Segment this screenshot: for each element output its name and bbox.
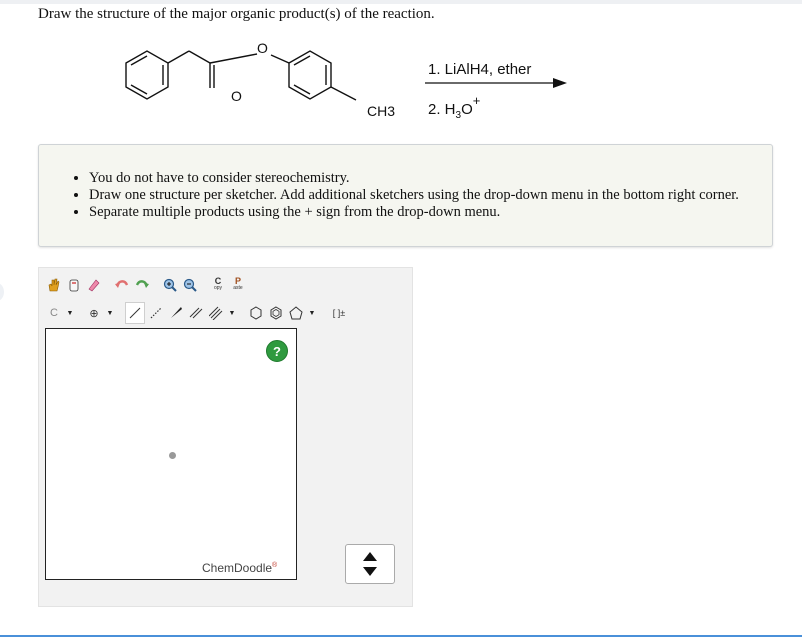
toolbar-row-1 — [45, 274, 247, 296]
eraser-icon[interactable] — [85, 275, 103, 295]
methyl-label: CH3 — [367, 103, 396, 119]
benzene-tool[interactable] — [267, 303, 285, 323]
charge-selector[interactable]: ⊕ — [89, 307, 99, 320]
bottom-border — [0, 635, 802, 637]
element-selector[interactable]: C — [50, 307, 58, 319]
cyclopentane-tool[interactable] — [287, 303, 305, 323]
bond-dropdown-caret[interactable]: ▼ — [228, 309, 236, 317]
zoom-out-icon[interactable] — [181, 275, 199, 295]
reaction-arrow — [425, 76, 570, 90]
benzene-ring — [126, 51, 168, 99]
drawing-canvas[interactable] — [45, 328, 297, 580]
single-bond-tool[interactable] — [125, 302, 145, 324]
instructions-box — [38, 144, 773, 247]
ester-oxygen-label: O — [257, 40, 268, 56]
instruction-item: • Separate multiple products using the + sign from the drop-down menu. — [89, 204, 772, 221]
chemdoodle-brand: ChemDoodle® — [202, 561, 278, 575]
paste-button[interactable]: P aste — [233, 276, 243, 291]
ring-dropdown-caret[interactable]: ▼ — [308, 309, 316, 317]
toolbar-row-2 — [45, 302, 351, 324]
instructions-list — [39, 170, 772, 221]
cursor-dot — [169, 452, 176, 459]
triple-bond-tool[interactable] — [207, 303, 225, 323]
wedge-bond-tool[interactable] — [167, 303, 185, 323]
element-dropdown-caret[interactable]: ▼ — [66, 309, 74, 317]
reagent-step-1: 1. LiAlH4, ether — [428, 61, 532, 78]
dashed-bond-tool[interactable] — [147, 303, 165, 323]
help-icon[interactable]: ? — [266, 340, 288, 362]
up-down-arrows-icon — [361, 551, 379, 577]
double-bond-tool[interactable] — [187, 303, 205, 323]
zoom-in-icon[interactable] — [161, 275, 179, 295]
hand-icon[interactable] — [45, 275, 63, 295]
chemdoodle-sketcher — [38, 267, 413, 607]
lasso-icon[interactable] — [65, 275, 83, 295]
side-tab[interactable] — [0, 283, 4, 301]
instruction-item: • Draw one structure per sketcher. Add additional sketchers using the drop-down menu in the bottom right corner. — [89, 187, 772, 204]
instruction-item: • You do not have to consider stereochemistry. — [89, 170, 772, 187]
reagent-step-2: 2. $H_3O^+$ — [428, 93, 481, 121]
toluene-ring — [289, 51, 331, 99]
carbonyl-oxygen-label: O — [231, 88, 242, 104]
redo-icon[interactable] — [133, 275, 151, 295]
charge-dropdown-caret[interactable]: ▼ — [106, 309, 114, 317]
copy-button[interactable]: C opy — [213, 276, 223, 291]
top-border — [0, 0, 802, 4]
cyclohexane-tool[interactable] — [247, 303, 265, 323]
add-sketcher-dropdown-button[interactable] — [345, 544, 395, 584]
question-prompt: Draw the structure of the major organic product(s) of the reaction. — [38, 6, 435, 22]
undo-icon[interactable] — [113, 275, 131, 295]
bracket-tool[interactable]: [ ]± — [332, 308, 346, 318]
